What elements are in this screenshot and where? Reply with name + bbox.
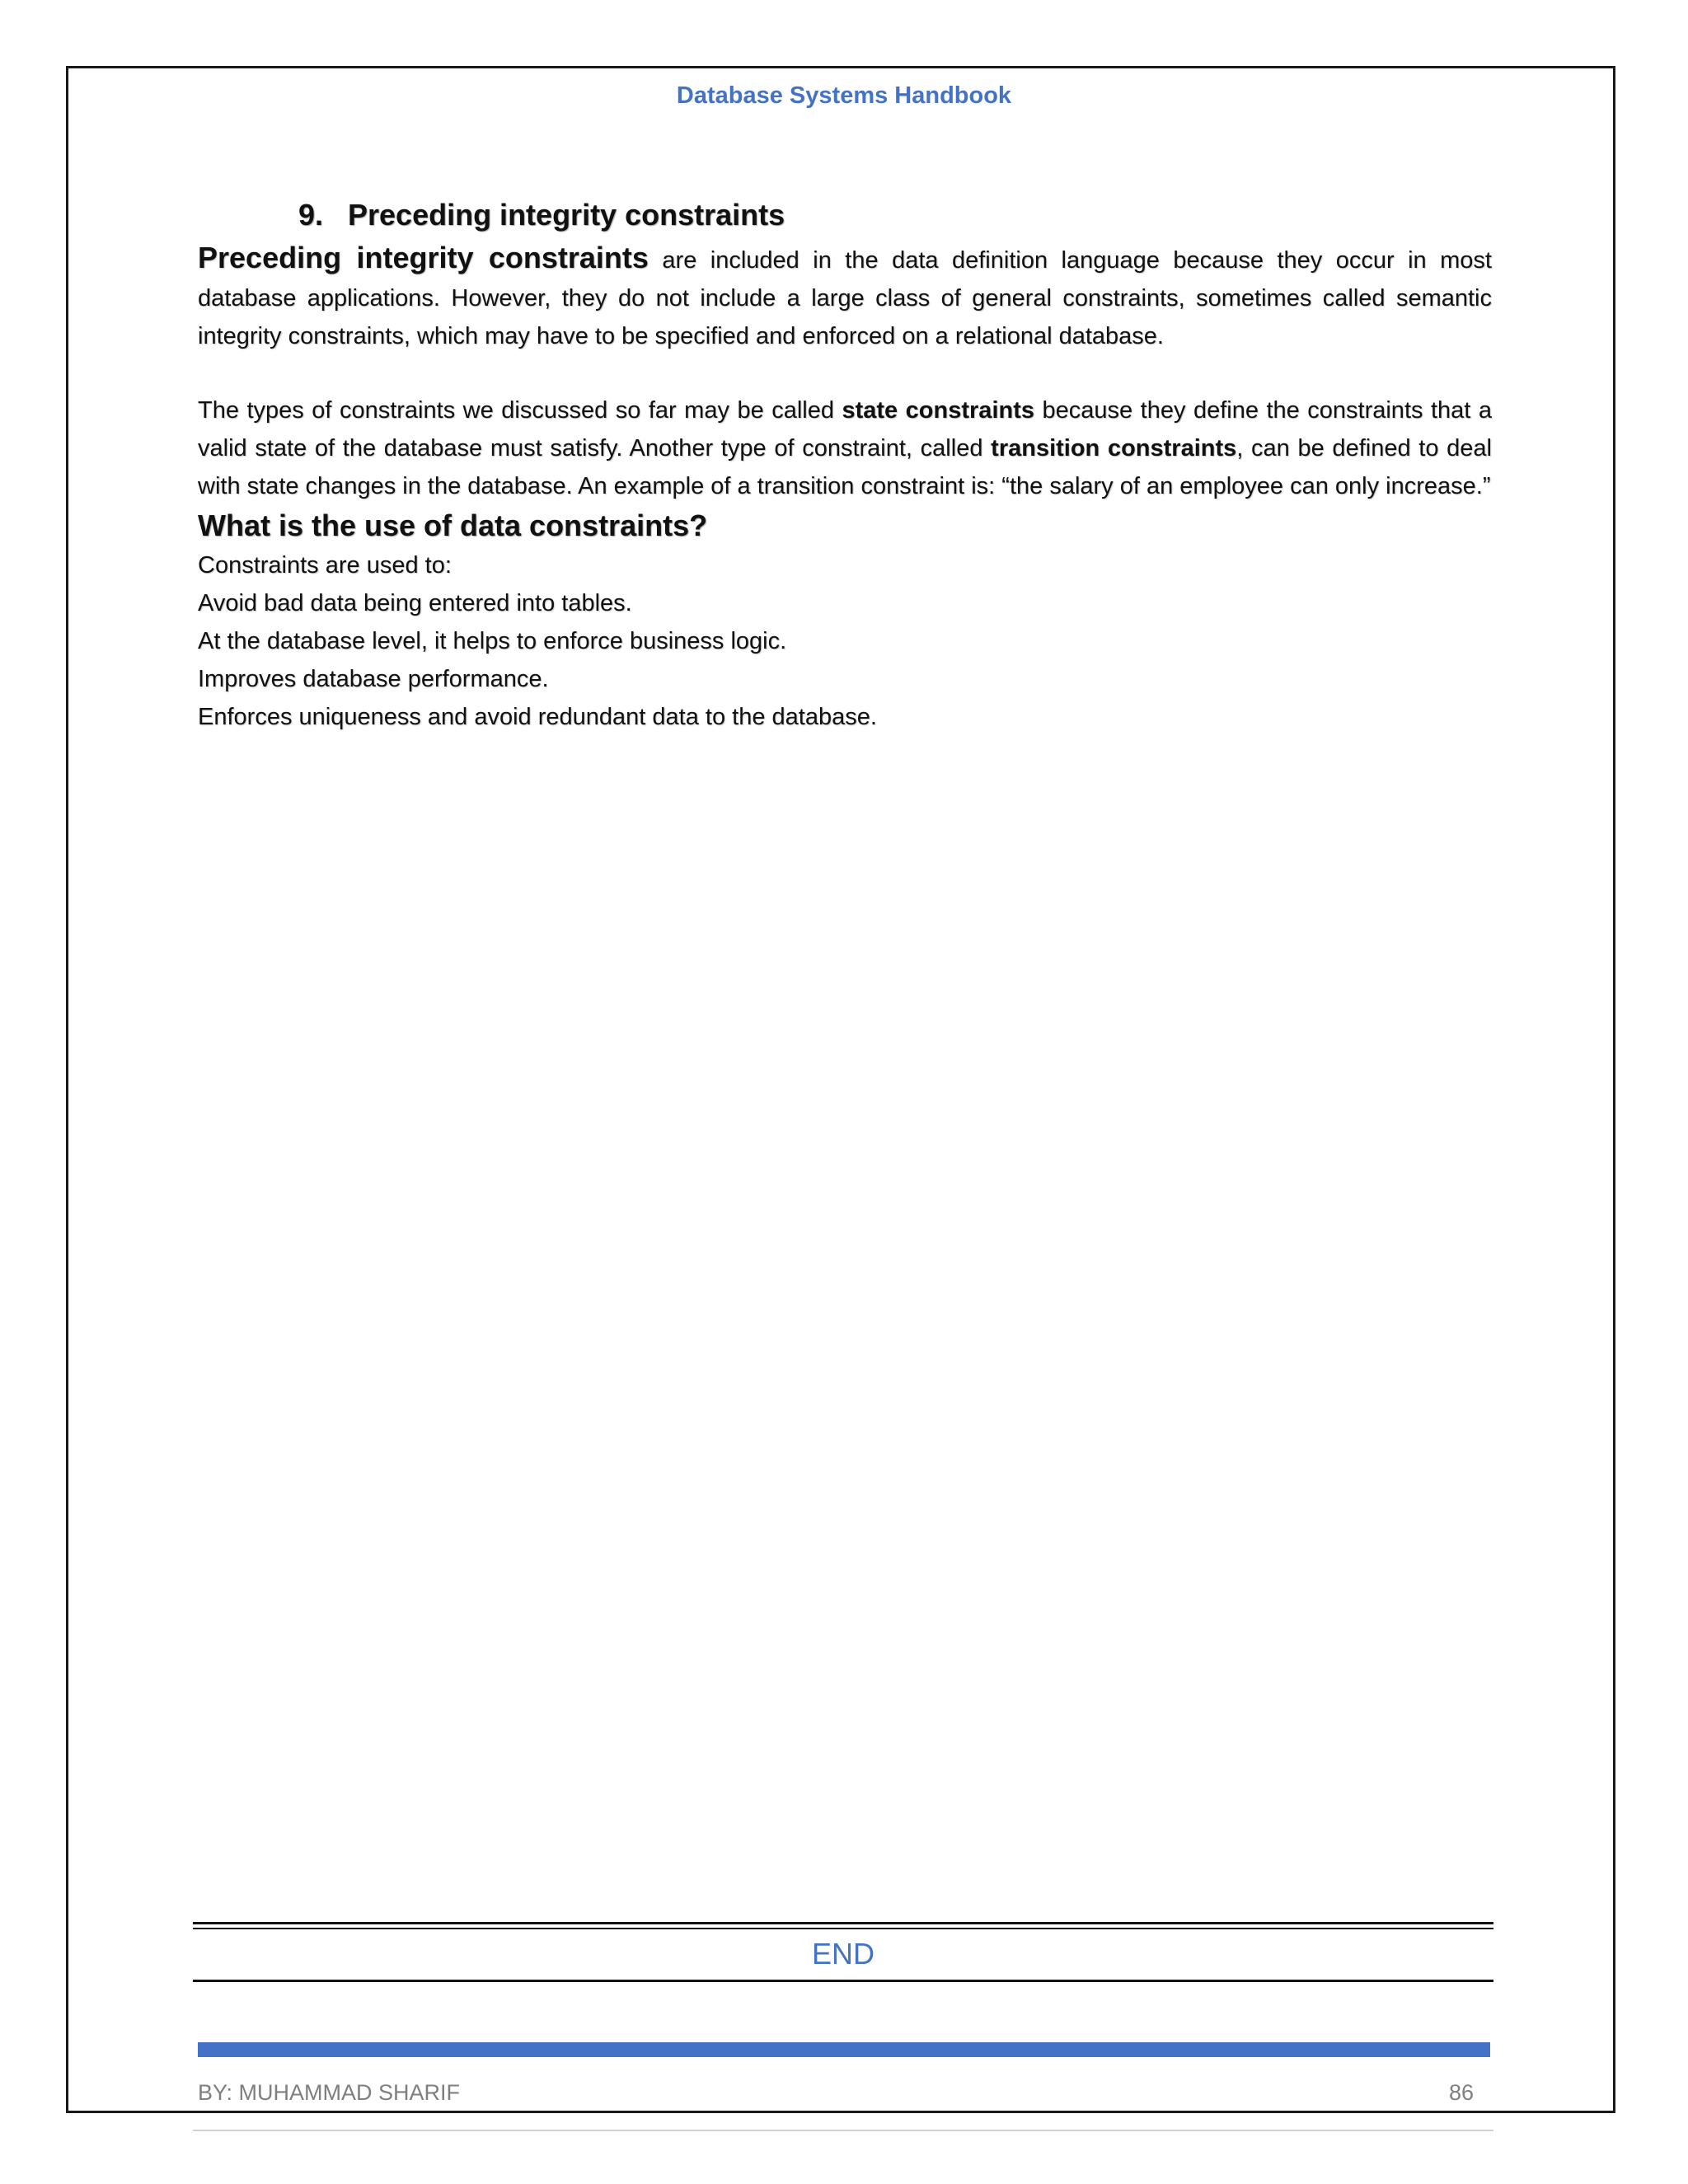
main-content [198,198,1492,736]
para2-text-2: because they define the constraints that a valid state of the database must satisfy. Another type of constraint, called [198,397,1492,462]
section-title: Preceding integrity constraints [348,198,785,232]
footer-author: BY: MUHAMMAD SHARIF [198,2080,461,2105]
section-heading [298,198,1492,232]
list-item: At the database level, it helps to enforce business logic. [198,628,787,654]
end-label: END [811,1937,874,1971]
footer-accent-bar [198,2042,1490,2057]
paragraph-constraint-types [198,391,1492,505]
end-top-rule-secondary [193,1928,1493,1929]
paragraph-lead-term: Preceding integrity constraints [198,241,649,274]
para2-text-1: The types of constraints we discussed so far may be called [198,397,842,424]
subheading-use-of-constraints: What is the use of data constraints? [198,509,708,542]
page-header-title: Database Systems Handbook [676,82,1012,109]
term-state-constraints: state constraints [842,397,1034,424]
section-number: 9. [298,198,324,232]
end-top-rule [193,1922,1493,1924]
list-item: Enforces uniqueness and avoid redundant data to the database. [198,704,877,730]
list-item: Improves database performance. [198,666,549,692]
list-item: Avoid bad data being entered into tables. [198,590,632,616]
paragraph-intro-text: are included in the data definition language because they occur in most database applications. However, they do not include a large class of general constraints, sometimes called semantic integrity constraints, which may have to be specified and enforced on a relational database. [198,247,1492,349]
list-intro: Constraints are used to: [198,552,452,579]
footer-page-number: 86 [1448,2080,1474,2105]
bottom-divider [193,2130,1493,2131]
end-bottom-rule [193,1980,1493,1982]
term-transition-constraints: transition constraints [991,435,1237,462]
paragraph-intro [198,239,1492,355]
para2-text-3: , can be defined to deal with state changes in the database. An example of a transition constraint is: “the salary of an employee can only increase.” [198,435,1492,499]
